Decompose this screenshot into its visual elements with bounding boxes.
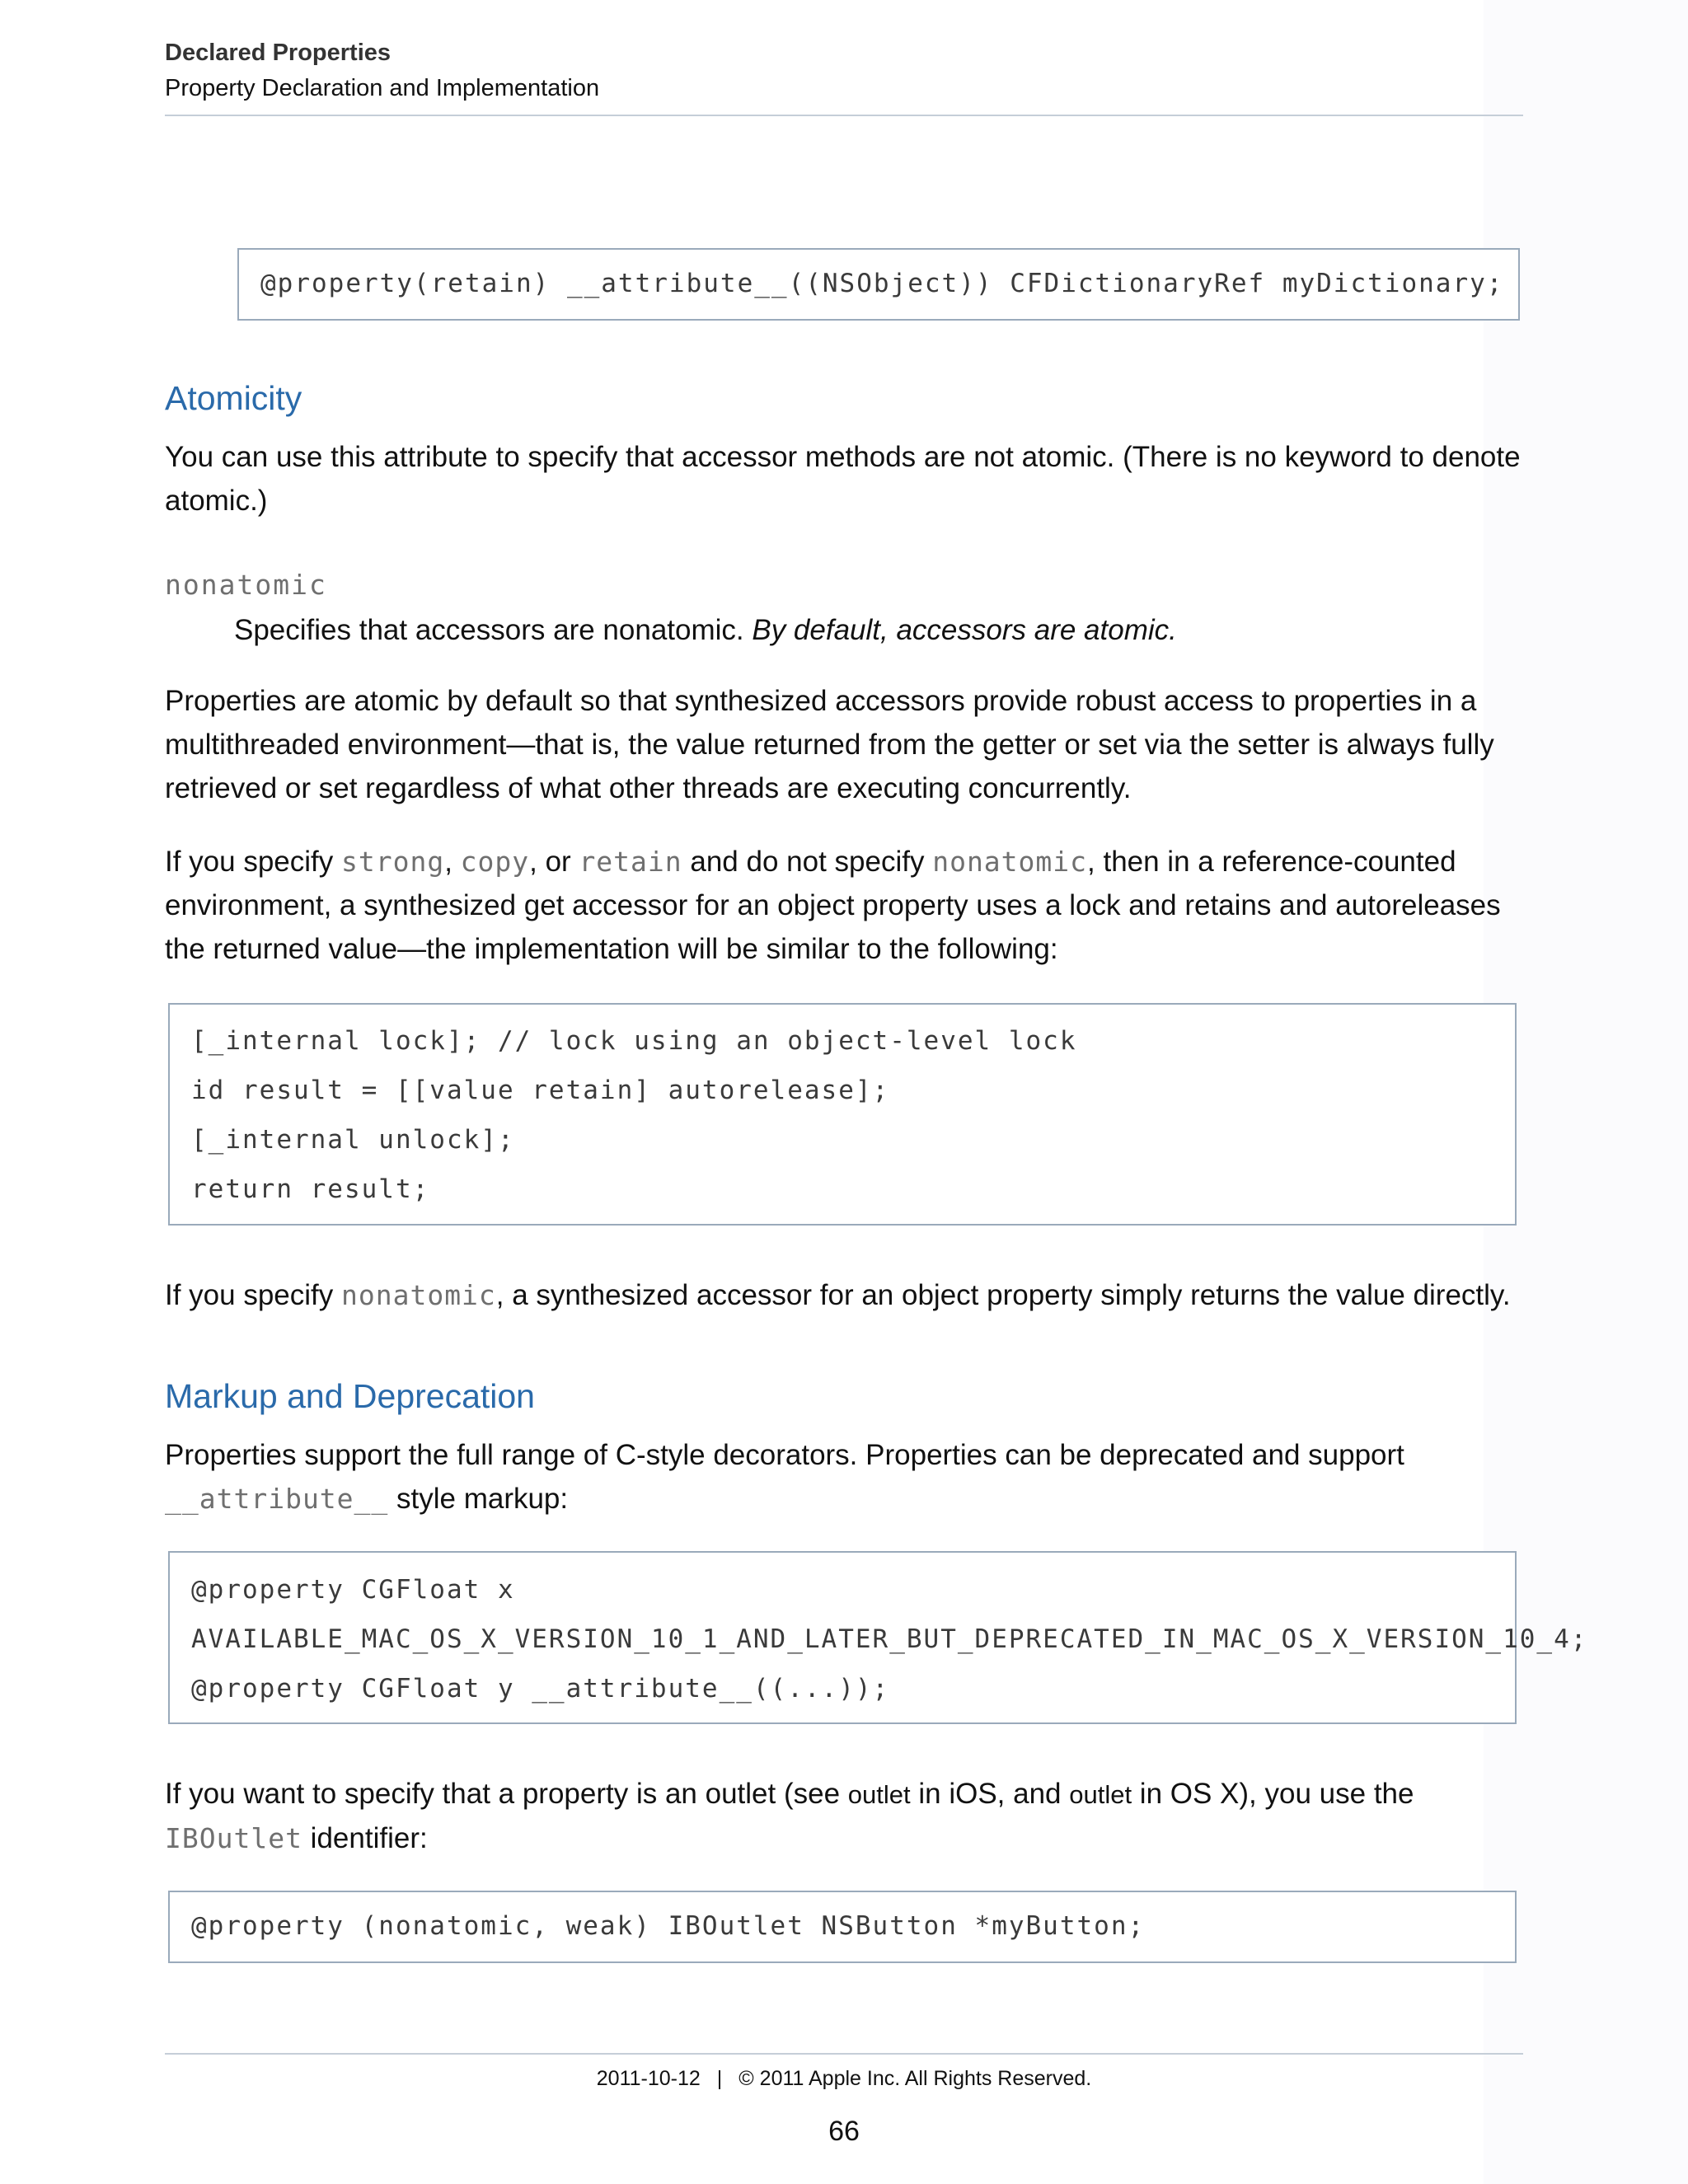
atomicity-paragraph-2: Properties are atomic by default so that synthesized accessors provide robust access to properties in a multithreaded environment—that is, the value returned from the getter or set via the setter is always fully retrieved or set regardless of what other threads are executing concurrently. [165, 685, 1494, 804]
code-keyword-nonatomic: nonatomic [932, 846, 1088, 878]
code-keyword-retain: retain [579, 846, 682, 878]
text-run: If you specify [165, 846, 341, 878]
text-run: Properties support the full range of C-style decorators. Properties can be deprecated and support [165, 1439, 1404, 1471]
code-keyword-attribute: __attribute__ [165, 1483, 389, 1515]
text-run: and do not specify [682, 846, 933, 878]
definition-text: Specifies that accessors are nonatomic. [234, 614, 753, 646]
code-line: id result = [[value retain] autorelease]; [191, 1076, 890, 1105]
atomicity-paragraph-3 [165, 840, 1525, 971]
definition-term-nonatomic: nonatomic [165, 569, 327, 601]
code-line: @property (nonatomic, weak) IBOutlet NSButton *myButton; [191, 1911, 1146, 1941]
text-run: in OS X), you use the [1132, 1778, 1414, 1810]
code-line: @property(retain) __attribute__((NSObject)) CFDictionaryRef myDictionary; [260, 269, 1504, 298]
markup-paragraph-2 [165, 1772, 1525, 1860]
header-divider [165, 115, 1523, 116]
page-number: 66 [828, 2116, 860, 2147]
footer-date: 2011-10-12 [596, 2067, 701, 2090]
text-run: If you want to specify that a property is an outlet (see [165, 1778, 848, 1810]
footer-divider [165, 2053, 1523, 2055]
text-run: , a synthesized accessor for an object property simply returns the value directly. [495, 1279, 1511, 1311]
code-line: @property CGFloat y __attribute__((...)); [191, 1674, 890, 1704]
definition-description [234, 610, 1177, 651]
section-heading-markup: Markup and Deprecation [165, 1377, 535, 1415]
code-line: [_internal lock]; // lock using an object-level lock [191, 1026, 1077, 1056]
running-header-subsection: Property Declaration and Implementation [165, 75, 600, 101]
text-run: , then in a reference-counted environment, a synthesized get accessor for an object property uses a lock and retains and autoreleases the returned value—the implementation will be similar to the following: [165, 846, 1501, 965]
code-block-iboutlet [168, 1891, 1517, 1963]
text-run: , or [529, 846, 579, 878]
footer-info [0, 2067, 1688, 2091]
text-run: If you specify [165, 1279, 341, 1311]
section-heading-atomicity: Atomicity [165, 379, 302, 417]
link-outlet-ios[interactable]: outlet [847, 1780, 911, 1809]
definition-emphasis: By default, accessors are atomic. [752, 614, 1177, 646]
code-block-deprecation [168, 1551, 1588, 1724]
atomicity-paragraph-4 [165, 1273, 1525, 1317]
atomicity-intro-paragraph: You can use this attribute to specify that accessor methods are not atomic. (There is no keyword to denote atomic.) [165, 441, 1521, 517]
text-run: identifier: [302, 1822, 428, 1854]
code-keyword-iboutlet: IBOutlet [165, 1822, 302, 1854]
markup-paragraph-1 [165, 1433, 1525, 1521]
code-keyword-copy: copy [460, 846, 530, 878]
code-keyword-strong: strong [340, 846, 445, 878]
running-header-section: Declared Properties [165, 40, 392, 66]
code-keyword-nonatomic: nonatomic [340, 1279, 496, 1311]
text-run: in iOS, and [910, 1778, 1070, 1810]
footer-separator: | [716, 2067, 723, 2090]
code-line: [_internal unlock]; [191, 1125, 515, 1155]
code-block-lock [168, 1003, 1517, 1226]
text-run: , [444, 846, 461, 878]
code-line: AVAILABLE_MAC_OS_X_VERSION_10_1_AND_LATER_BUT_DEPRECATED_IN_MAC_OS_X_VERSION_10_4; [191, 1624, 1588, 1654]
code-line: return result; [191, 1174, 430, 1204]
footer-copyright: © 2011 Apple Inc. All Rights Reserved. [738, 2067, 1092, 2090]
code-line: @property CGFloat x [191, 1575, 515, 1605]
code-block-attribute [237, 248, 1520, 321]
link-outlet-osx[interactable]: outlet [1069, 1780, 1132, 1809]
text-run: style markup: [388, 1483, 569, 1515]
